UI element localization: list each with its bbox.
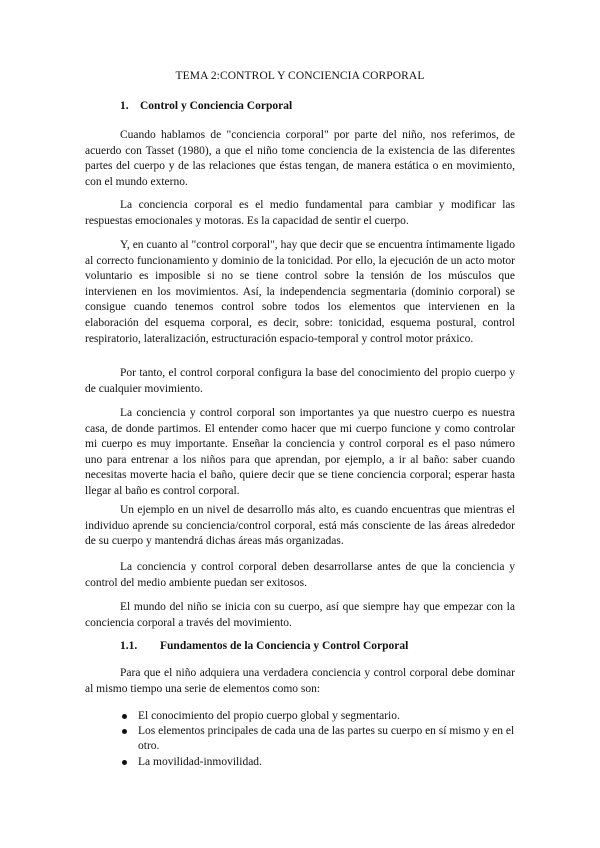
list-item-text: El conocimiento del propio cuerpo global y segmentario. <box>138 710 400 722</box>
section-number: 1. <box>120 100 129 112</box>
list-item-text: La movilidad-inmovilidad. <box>138 755 262 768</box>
paragraph-3: Y, en cuanto al "control corporal", hay que decir que se encuentra íntimamente ligado al correcto funcionamiento y dominio de la tonicidad. Por ello, la ejecución de un acto motor voluntario es imposible si no se tiene control sobre la tensión de los músculos que intervienen en los movimientos. Así, la independencia segmentaria (dominio corporal) se consigue cuando tenemos control sobre todos los elementos que intervienen en la elaboración del esquema corporal, es decir, sobre: tonicidad, esquema postural, control respiratorio, lateralización, estructuración espacio-temporal y control motor práxico. <box>85 239 515 345</box>
list-item-text: Los elementos principales de cada una de las partes su cuerpo en sí mismo y en el otro. <box>138 725 515 753</box>
list-item <box>120 724 520 754</box>
intro-paragraph: Para que el niño adquiera una verdadera conciencia y control corporal debe dominar al mismo tiempo una serie de elementos como son: <box>85 667 515 695</box>
document-title: TEMA 2:CONTROL Y CONCIENCIA CORPORAL <box>175 70 425 82</box>
section-number: 1.1. <box>120 640 138 652</box>
paragraph-2: La conciencia corporal es el medio fundamental para cambiar y modificar las respuestas emocionales y motoras. Es la capacidad de sentir el cuerpo. <box>85 199 515 227</box>
bullet-icon <box>122 760 127 765</box>
list-item <box>120 755 520 770</box>
paragraph-7: La conciencia y control corporal deben desarrollarse antes de que la conciencia y control del medio ambiente puedan ser exitosos. <box>85 561 515 589</box>
section-heading-1 <box>120 100 292 112</box>
bullet-icon <box>122 714 127 719</box>
paragraph-8: El mundo del niño se inicia con su cuerpo, así que siempre hay que empezar con la conciencia corporal a través del movimiento. <box>85 601 515 629</box>
bullet-list <box>120 709 520 770</box>
paragraph-5: La conciencia y control corporal son importantes ya que nuestro cuerpo es nuestra casa, de donde partimos. El entender como hacer que mi cuerpo funcione y como controlar mi cuerpo es muy importante. Enseñar la conciencia y control corporal es el paso número uno para entrenar a los niños para que aprendan, por ejemplo, a ir al baño: saber cuando necesitas moverte hacia el baño, quiere decir que se tiene conciencia corporal; esperar hasta llegar al baño es control corporal. <box>85 407 515 497</box>
section-title: Control y Conciencia Corporal <box>140 100 293 112</box>
paragraph-4: Por tanto, el control corporal configura la base del conocimiento del propio cuerpo y de cualquier movimiento. <box>85 367 515 395</box>
bullet-icon <box>122 729 127 734</box>
paragraph-1: Cuando hablamos de "conciencia corporal" por parte del niño, nos referimos, de acuerdo con Tasset (1980), a que el niño tome conciencia de la existencia de las diferentes partes del cuerpo y de las relaciones que éstas tengan, de manera estática o en movimiento, con el mundo externo. <box>85 129 515 188</box>
section-title: Fundamentos de la Conciencia y Control Corporal <box>160 640 409 652</box>
section-heading-1-1 <box>120 640 408 652</box>
list-item <box>120 709 520 724</box>
paragraph-6: Un ejemplo en un nivel de desarrollo más alto, es cuando encuentras que mientras el individuo aprende su conciencia/control corporal, está más consciente de las áreas alrededor de su cuerpo y mantendrá dichas áreas más organizadas. <box>85 504 515 548</box>
